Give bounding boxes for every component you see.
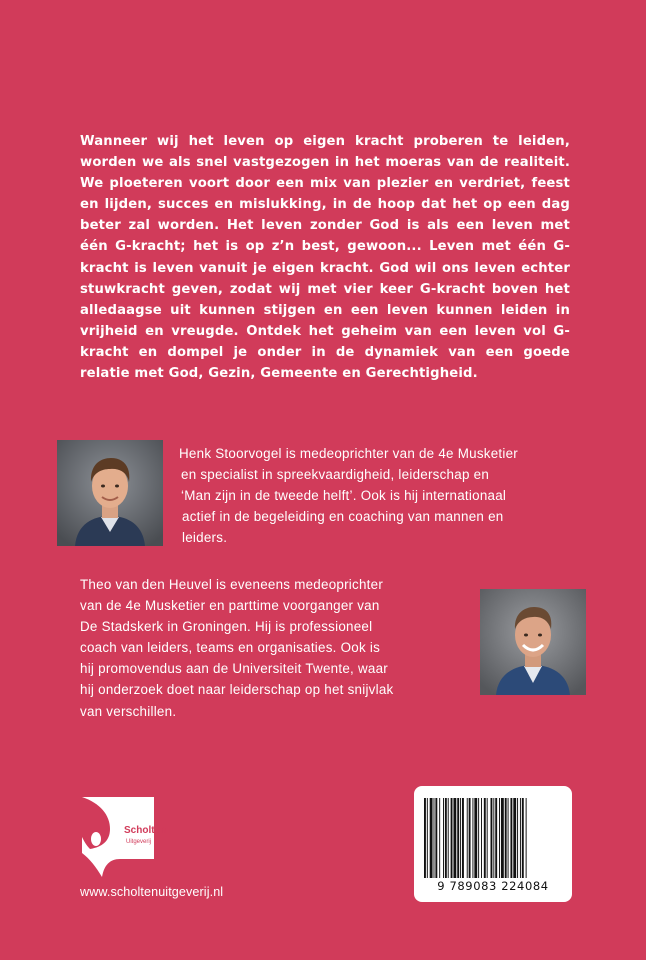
bio-line: hij promovendus aan de Universiteit Twente, waar — [80, 661, 388, 677]
bio-line: Theo van den Heuvel is eveneens medeoprichter — [80, 577, 384, 592]
barcode-bar — [434, 798, 435, 878]
barcode-bar — [505, 798, 507, 878]
barcode-bar — [439, 798, 440, 878]
bio-line: en specialist in spreekvaardigheid, leiderschap en — [181, 467, 490, 483]
barcode-bar — [499, 798, 500, 878]
bio-line: De Stadskerk in Groningen. Hij is professioneel — [80, 619, 373, 635]
barcode-bar — [453, 798, 456, 878]
bio-line: van verschillen. — [80, 703, 177, 719]
publisher-website: www.scholtenuitgeverij.nl — [80, 885, 224, 899]
publisher-logo — [80, 795, 167, 879]
barcode-bar — [443, 798, 444, 878]
logo-name: Scholten — [124, 825, 167, 836]
barcode-bar — [424, 798, 426, 878]
bio-line: van de 4e Musketier en parttime voorganger van — [80, 598, 380, 614]
author-photo-henk — [57, 440, 163, 546]
blurb-line: kunnen stijgen en een leven kunnen leiden in vrijheid en vreugde. — [80, 302, 570, 339]
blurb-line: Ontdek het geheim van een leven vol G-kracht en dompel je onder — [80, 323, 570, 360]
blurb-line: We ploeteren voort door een mix van plezier en verdriet, feest — [80, 176, 570, 192]
author-photo-theo — [480, 589, 586, 695]
barcode-icon — [422, 798, 564, 878]
barcode-bar — [462, 798, 464, 878]
barcode-bar — [526, 798, 527, 878]
barcode-bar — [510, 798, 512, 878]
blurb-line: G-kracht; het is op z’n best, gewoon... Leven met één G-kracht is — [80, 239, 570, 276]
bio-line: Henk Stoorvogel is medeoprichter van de 4e Musketier — [179, 446, 519, 461]
isbn-barcode — [414, 786, 572, 902]
blurb-line: en Gerechtigheid. — [342, 366, 478, 382]
blurb-text — [80, 131, 570, 384]
barcode-bar — [427, 798, 428, 878]
barcode-bar — [517, 798, 518, 878]
barcode-bar — [472, 798, 473, 878]
barcode-bar — [457, 798, 459, 878]
barcode-bar — [467, 798, 468, 878]
barcode-bar — [445, 798, 447, 878]
blurb-line: en lijden, succes en mislukking, in de hoop dat het op een dag — [80, 197, 570, 213]
barcode-bar — [435, 798, 437, 878]
barcode-bar — [520, 798, 521, 878]
barcode-bar — [474, 798, 477, 878]
barcode-bar — [491, 798, 493, 878]
blurb-line: geven, zodat wij met vier keer G-kracht boven het alledaagse uit — [80, 281, 570, 318]
blurb-line: leven vanuit je eigen kracht. God wil ons leven echter stuwkracht — [80, 260, 570, 297]
logo-subtitle: Uitgeverij — [126, 839, 152, 845]
barcode-bar — [493, 798, 494, 878]
barcode-bar — [451, 798, 453, 878]
bio-line: ‘Man zijn in de tweede helft’. Ook is hij internationaal — [181, 488, 507, 504]
barcode-bar — [478, 798, 479, 878]
barcode-bar — [481, 798, 482, 878]
barcode-bar — [448, 798, 449, 878]
bio-line: hij onderzoek doet naar leiderschap op het snijvlak — [80, 682, 394, 698]
bio-line: coach van leiders, teams en organisaties. Ook is — [80, 640, 381, 656]
barcode-bar — [522, 798, 524, 878]
author-bio-theo — [80, 574, 475, 722]
barcode-bar — [430, 798, 433, 878]
barcode-bar — [484, 798, 486, 878]
isbn-digits: 9 789083 224084 — [437, 879, 549, 893]
barcode-bar — [508, 798, 509, 878]
bio-line: leiders. — [182, 530, 228, 546]
author-portrait-icon — [57, 440, 163, 546]
bio-line: actief in de begeleiding en coaching van mannen en — [182, 509, 504, 525]
barcode-bar — [460, 798, 461, 878]
barcode-bar — [501, 798, 504, 878]
author-portrait-icon — [480, 589, 586, 695]
barcode-bar — [487, 798, 488, 878]
scholten-logo-icon — [80, 795, 167, 879]
blurb-line: worden we als snel vastgezogen in het moeras van de realiteit. — [80, 155, 570, 171]
author-bio-henk — [179, 443, 569, 548]
barcode-bar — [513, 798, 516, 878]
blurb-line: Wanneer wij het leven op eigen kracht proberen te leiden, — [80, 134, 570, 149]
blurb-line: beter zal worden. Het leven zonder God is als een leven met één — [80, 218, 570, 255]
barcode-bar — [495, 798, 497, 878]
blurb-line: in de dynamiek van een goede relatie met God, Gezin, Gemeente — [80, 344, 570, 382]
barcode-bar — [469, 798, 471, 878]
